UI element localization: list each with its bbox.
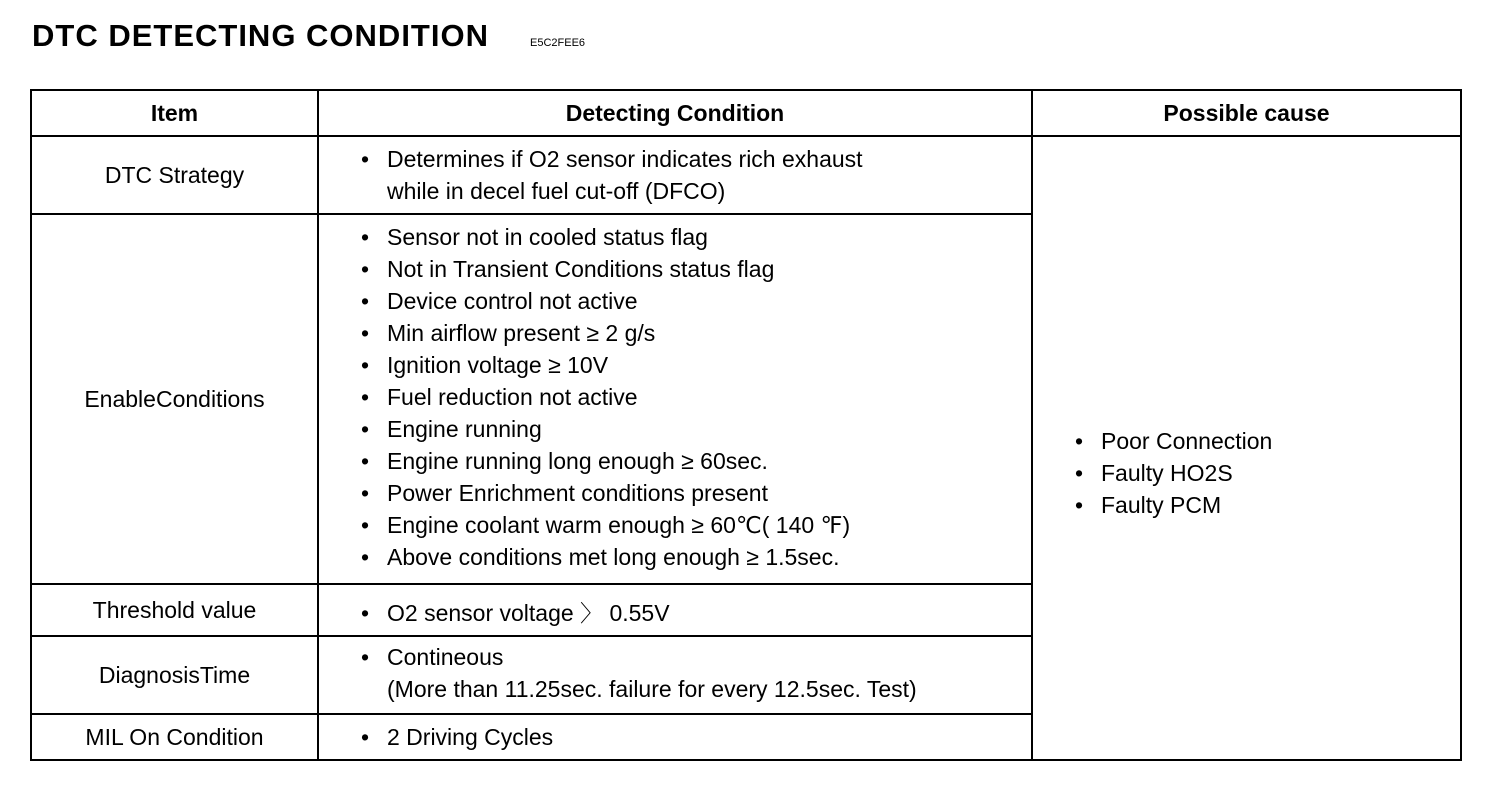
table-header-row bbox=[31, 90, 1461, 136]
bullet-icon: • bbox=[1075, 428, 1084, 454]
list-item: • Engine coolant warm enough ≥ 60℃( 140 ℉) bbox=[357, 509, 1031, 541]
list-item: • Contineous bbox=[357, 641, 1031, 673]
bullet-icon: • bbox=[361, 416, 370, 442]
condition-list bbox=[357, 221, 1031, 573]
list-item: • O2 sensor voltage 〉 0.55V bbox=[357, 597, 1031, 629]
list-item: • Min airflow present ≥ 2 g/s bbox=[357, 317, 1031, 349]
bullet-icon: • bbox=[361, 288, 370, 314]
row-label-diagnosis-time: DiagnosisTime bbox=[31, 636, 318, 714]
row-label-mil-on-condition: MIL On Condition bbox=[31, 714, 318, 760]
row-label-dtc-strategy: DTC Strategy bbox=[31, 136, 318, 214]
bullet-icon: • bbox=[361, 320, 370, 346]
dtc-table bbox=[30, 89, 1462, 761]
list-item: • Device control not active bbox=[357, 285, 1031, 317]
bullet-icon: • bbox=[361, 512, 370, 538]
row-label-enable-conditions: EnableConditions bbox=[31, 214, 318, 584]
bullet-icon: • bbox=[361, 480, 370, 506]
table-row bbox=[31, 136, 1461, 214]
condition-cell bbox=[318, 584, 1032, 636]
list-item: • Power Enrichment conditions present bbox=[357, 477, 1031, 509]
bullet-icon: • bbox=[361, 448, 370, 474]
document-code: E5C2FEE6 bbox=[530, 37, 586, 49]
condition-cell bbox=[318, 714, 1032, 760]
list-item: • Not in Transient Conditions status flag bbox=[357, 253, 1031, 285]
bullet-icon: • bbox=[361, 544, 370, 570]
condition-cell bbox=[318, 136, 1032, 214]
list-item: • Poor Connection bbox=[1071, 425, 1460, 457]
column-header-detecting-condition: Detecting Condition bbox=[318, 90, 1032, 136]
list-item: • Determines if O2 sensor indicates rich exhaust bbox=[357, 143, 1031, 175]
list-item: • Engine running long enough ≥ 60sec. bbox=[357, 445, 1031, 477]
row-label-threshold-value: Threshold value bbox=[31, 584, 318, 636]
list-item-continuation: (More than 11.25sec. failure for every 12.5sec. Test) bbox=[387, 676, 917, 702]
list-item-continuation: while in decel fuel cut-off (DFCO) bbox=[387, 178, 726, 204]
possible-cause-cell bbox=[1032, 136, 1461, 760]
bullet-icon: • bbox=[1075, 460, 1084, 486]
list-item: • Faulty HO2S bbox=[1071, 457, 1460, 489]
condition-list bbox=[357, 143, 1031, 207]
bullet-icon: • bbox=[1075, 492, 1084, 518]
list-item: • Faulty PCM bbox=[1071, 489, 1460, 521]
bullet-icon: • bbox=[361, 352, 370, 378]
bullet-icon: • bbox=[361, 724, 370, 750]
list-item: • Fuel reduction not active bbox=[357, 381, 1031, 413]
list-item: • 2 Driving Cycles bbox=[357, 721, 1031, 753]
bullet-icon: • bbox=[361, 644, 370, 670]
bullet-icon: • bbox=[361, 600, 370, 626]
bullet-icon: • bbox=[361, 146, 370, 172]
bullet-icon: • bbox=[361, 256, 370, 282]
list-item: • Engine running bbox=[357, 413, 1031, 445]
bullet-icon: • bbox=[361, 384, 370, 410]
condition-cell bbox=[318, 214, 1032, 584]
condition-list bbox=[357, 641, 1031, 705]
page-title: DTC DETECTING CONDITION bbox=[32, 18, 489, 53]
condition-cell bbox=[318, 636, 1032, 714]
list-item: • Ignition voltage ≥ 10V bbox=[357, 349, 1031, 381]
condition-list bbox=[357, 597, 1031, 629]
bullet-icon: • bbox=[361, 224, 370, 250]
column-header-item: Item bbox=[31, 90, 318, 136]
list-item: • Sensor not in cooled status flag bbox=[357, 221, 1031, 253]
condition-list bbox=[357, 721, 1031, 753]
cause-list bbox=[1071, 425, 1460, 521]
list-item: • Above conditions met long enough ≥ 1.5sec. bbox=[357, 541, 1031, 573]
column-header-possible-cause: Possible cause bbox=[1032, 90, 1461, 136]
